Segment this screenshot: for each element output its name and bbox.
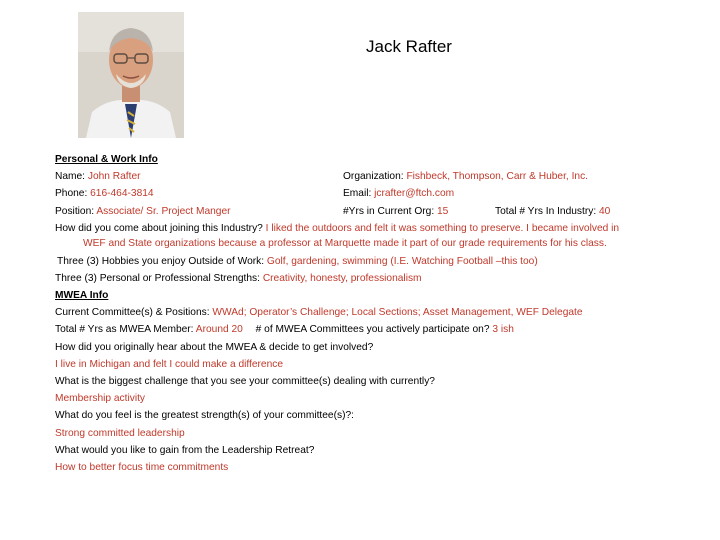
- hobbies-row: [57, 256, 538, 267]
- committees-value: WWAd; Operator’s Challenge; Local Sections; Asset Management, WEF Delegate: [212, 307, 583, 318]
- committee-count-label: # of MWEA Committees you actively participate on?: [255, 324, 493, 335]
- challenge-answer: Membership activity: [55, 393, 146, 404]
- joining-row: [55, 223, 619, 234]
- committee-count-value: 3 ish: [492, 324, 514, 335]
- challenge-question: What is the biggest challenge that you see your committee(s) dealing with currently?: [55, 376, 435, 387]
- name-label: Name:: [55, 171, 88, 182]
- hear-answer: I live in Michigan and felt I could make a difference: [55, 359, 284, 370]
- strengths-row: [55, 273, 422, 284]
- years-org-row: [343, 206, 448, 217]
- retreat-answer: How to better focus time commitments: [55, 462, 229, 473]
- committees-label: Current Committee(s) & Positions:: [55, 307, 213, 318]
- page-title: Jack Rafter: [366, 37, 452, 56]
- strengths-value: Creativity, honesty, professionalism: [262, 273, 422, 284]
- section-heading-mwea: MWEA Info: [55, 290, 109, 301]
- strengths-label: Three (3) Personal or Professional Strengths:: [55, 273, 263, 284]
- position-label: Position:: [55, 206, 97, 217]
- hobbies-value: Golf, gardening, swimming (I.E. Watching Football –this too): [266, 256, 538, 267]
- phone-label: Phone:: [55, 188, 91, 199]
- member-years-value: Around 20: [195, 324, 243, 335]
- position-value: Associate/ Sr. Project Manger: [96, 206, 231, 217]
- phone-row: [55, 188, 154, 199]
- position-row: [55, 206, 231, 217]
- phone-value: 616-464-3814: [90, 188, 154, 199]
- committees-row: [55, 307, 583, 318]
- years-industry-label: Total # Yrs In Industry:: [495, 206, 599, 217]
- name-row: [55, 171, 141, 182]
- retreat-question: What would you like to gain from the Leadership Retreat?: [55, 445, 315, 456]
- membership-row: [55, 324, 514, 335]
- organization-label: Organization:: [343, 171, 407, 182]
- joining-answer-line1: I liked the outdoors and felt it was something to preserve. I became involved in: [265, 223, 620, 234]
- strength-question: What do you feel is the greatest strength(s) of your committee(s)?:: [55, 410, 354, 421]
- person-portrait-illustration: [78, 12, 184, 138]
- years-industry-value: 40: [599, 206, 611, 217]
- email-row: [343, 188, 454, 199]
- section-heading-personal: Personal & Work Info: [55, 154, 158, 165]
- years-industry-row: [495, 206, 610, 217]
- member-years-label: Total # Yrs as MWEA Member:: [55, 324, 196, 335]
- strength-answer: Strong committed leadership: [55, 428, 185, 439]
- name-value: John Rafter: [87, 171, 141, 182]
- joining-question: How did you come about joining this Industry?: [55, 223, 266, 234]
- years-org-value: 15: [436, 206, 449, 217]
- hear-question: How did you originally hear about the MWEA & decide to get involved?: [55, 342, 374, 353]
- organization-row: [343, 171, 588, 182]
- organization-value: Fishbeck, Thompson, Carr & Huber, Inc.: [406, 171, 589, 182]
- joining-answer-line2: WEF and State organizations because a professor at Marquette made it part of our grade requirements for his class.: [83, 238, 607, 249]
- profile-photo: [78, 12, 184, 138]
- email-label: Email:: [343, 188, 375, 199]
- email-value: jcrafter@ftch.com: [374, 188, 455, 199]
- years-org-label: #Yrs in Current Org:: [343, 206, 437, 217]
- hobbies-label: Three (3) Hobbies you enjoy Outside of Work:: [57, 256, 267, 267]
